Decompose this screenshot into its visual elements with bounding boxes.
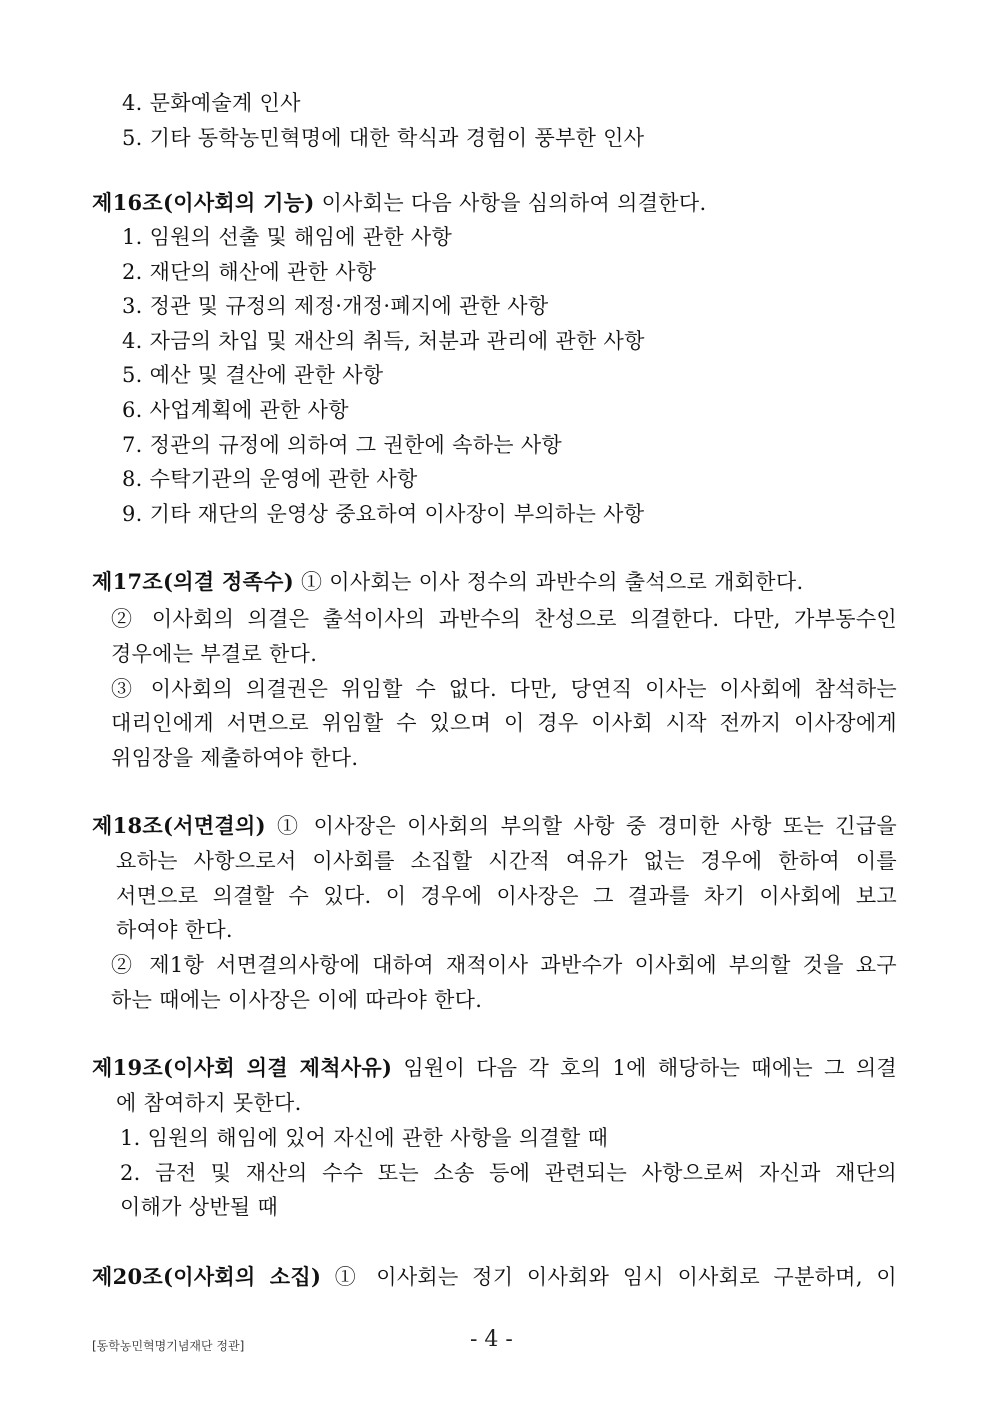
art15-item-5: 5. 기타 동학농민혁명에 대한 학식과 경험이 풍부한 인사: [122, 126, 645, 150]
art15-item-4: 4. 문화예술계 인사: [122, 91, 301, 115]
art19-intro-line-1: 임원이 다음 각 호의 1에 해당하는 때에는 그 의결: [392, 1056, 897, 1080]
art16-heading: 제16조(이사회의 기능): [92, 190, 315, 215]
art16-item-3: 3. 정관 및 규정의 제정·개정·폐지에 관한 사항: [122, 294, 549, 318]
art16-item-7: 7. 정관의 규정에 의하여 그 권한에 속하는 사항: [122, 433, 563, 457]
art16-first-line: [92, 188, 706, 218]
art16-item-6: 6. 사업계획에 관한 사항: [122, 398, 349, 422]
art16-item-2: 2. 재단의 해산에 관한 사항: [122, 260, 377, 284]
art18-para-1-line-3: 서면으로 의결할 수 있다. 이 경우에 이사장은 그 결과를 차기 이사회에 보고: [116, 884, 897, 908]
footer-document-label: [동학농민혁명기념재단 정관]: [92, 1339, 245, 1353]
art17-para-2-line-2: 경우에는 부결로 한다.: [111, 642, 318, 666]
art20-heading: 제20조(이사회의 소집): [92, 1264, 322, 1289]
art16-item-1: 1. 임원의 선출 및 해임에 관한 사항: [122, 225, 453, 249]
art17-para-3-line-3: 위임장을 제출하여야 한다.: [111, 746, 359, 770]
art19-item-2-line-1: 2. 금전 및 재산의 수수 또는 소송 등에 관련되는 사항으로써 자신과 재단의: [120, 1161, 897, 1185]
art17-para-2-line-1: ② 이사회의 의결은 출석이사의 과반수의 찬성으로 의결한다. 다만, 가부동수인: [111, 607, 897, 631]
art17-para-1: ① 이사회는 이사 정수의 과반수의 출석으로 개회한다.: [294, 570, 804, 594]
art19-item-1: 1. 임원의 해임에 있어 자신에 관한 사항을 의결할 때: [120, 1126, 609, 1150]
art18-heading: 제18조(서면결의): [92, 813, 266, 838]
art16-intro: 이사회는 다음 사항을 심의하여 의결한다.: [314, 191, 707, 215]
art17-first-line: [92, 567, 803, 597]
art17-heading: 제17조(의결 정족수): [92, 569, 295, 594]
art18-para-1-line-4: 하여야 한다.: [116, 918, 233, 942]
art20-first-line: [92, 1262, 897, 1292]
art19-heading: 제19조(이사회 의결 제척사유): [92, 1055, 393, 1080]
page-number: - 4 -: [470, 1327, 513, 1352]
art18-para-2-line-2: 하는 때에는 이사장은 이에 따라야 한다.: [111, 988, 483, 1012]
art20-para-1: ① 이사회는 정기 이사회와 임시 이사회로 구분하며, 이: [321, 1265, 897, 1289]
art16-item-8: 8. 수탁기관의 운영에 관한 사항: [122, 467, 418, 491]
art16-item-4: 4. 자금의 차입 및 재산의 취득, 처분과 관리에 관한 사항: [122, 329, 645, 353]
art17-para-3-line-1: ③ 이사회의 의결권은 위임할 수 없다. 다만, 당연직 이사는 이사회에 참석하는: [111, 677, 897, 701]
art16-item-5: 5. 예산 및 결산에 관한 사항: [122, 363, 384, 387]
art19-first-line: [92, 1053, 897, 1083]
art17-para-3-line-2: 대리인에게 서면으로 위임할 수 있으며 이 경우 이사회 시작 전까지 이사장에게: [111, 711, 897, 735]
art18-first-line: [92, 811, 897, 841]
art18-para-1-line-1: ① 이사장은 이사회의 부의할 사항 중 경미한 사항 또는 긴급을: [265, 814, 897, 838]
art18-para-2-line-1: ② 제1항 서면결의사항에 대하여 재적이사 과반수가 이사회에 부의할 것을 요구: [111, 953, 897, 977]
art18-para-1-line-2: 요하는 사항으로서 이사회를 소집할 시간적 여유가 없는 경우에 한하여 이를: [116, 849, 897, 873]
art19-item-2-line-2: 이해가 상반될 때: [120, 1195, 279, 1219]
art19-intro-line-2: 에 참여하지 못한다.: [116, 1091, 302, 1115]
art16-item-9: 9. 기타 재단의 운영상 중요하여 이사장이 부의하는 사항: [122, 502, 645, 526]
